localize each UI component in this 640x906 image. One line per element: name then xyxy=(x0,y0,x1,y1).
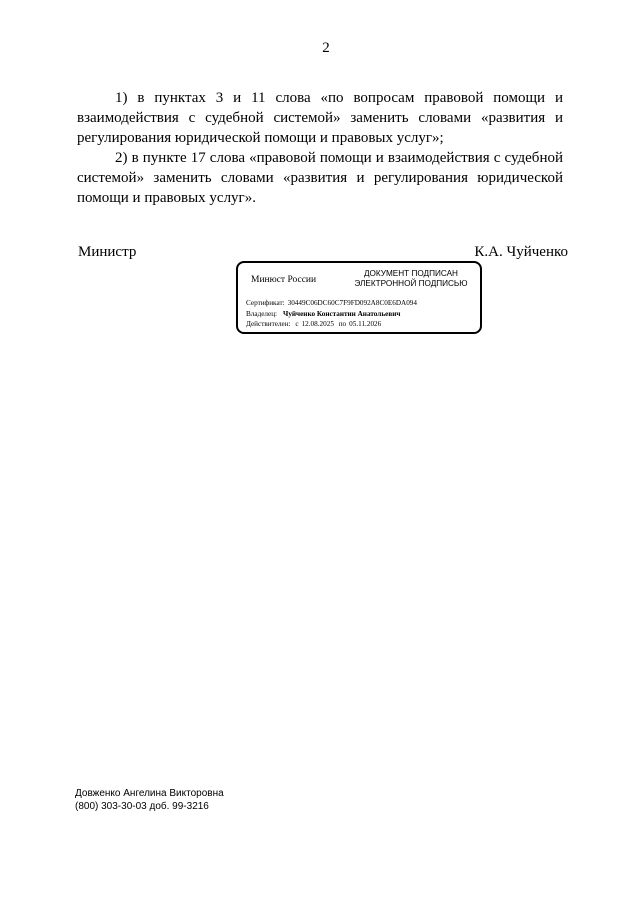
stamp-signed-line-1: ДОКУМЕНТ ПОДПИСАН xyxy=(364,269,458,278)
stamp-owner-row xyxy=(246,309,417,320)
stamp-owner-label: Владелец: xyxy=(246,309,278,318)
stamp-certificate-value: 30449C06DC60C7F9FD092A8C0E6DA094 xyxy=(287,299,417,307)
executor-name: Довженко Ангелина Викторовна xyxy=(75,788,224,799)
stamp-signed-line-2: ЭЛЕКТРОННОЙ ПОДПИСЬЮ xyxy=(354,279,468,288)
stamp-valid-to-prefix: по xyxy=(338,320,347,328)
stamp-valid-from: 12.08.2025 xyxy=(301,320,334,328)
stamp-valid-label: Действителен: xyxy=(246,320,291,328)
stamp-valid-from-prefix: с xyxy=(295,320,299,328)
stamp-certificate-label: Сертификат: xyxy=(246,299,285,307)
electronic-signature-stamp xyxy=(236,261,482,334)
amendment-item-1: 1) в пунктах 3 и 11 слова «по вопросам правовой помощи и взаимодействия с судебной системой» заменить словами «развития и регулирования юридической помощи и правовых услуг»; xyxy=(77,90,563,146)
stamp-validity-row xyxy=(246,319,417,330)
stamp-agency: Минюст России xyxy=(251,275,317,285)
page-number: 2 xyxy=(322,40,330,56)
signer-name: К.А. Чуйченко xyxy=(474,244,568,260)
stamp-valid-to: 05.11.2026 xyxy=(349,320,382,328)
executor-phone: (800) 303-30-03 доб. 99-3216 xyxy=(75,801,209,812)
stamp-owner-value: Чуйченко Константин Анатольевич xyxy=(283,309,401,318)
amendment-item-2: 2) в пункте 17 слова «правовой помощи и взаимодействия с судебной системой» заменить словами «развития и регулирования юридической помощи и правовых услуг». xyxy=(77,150,563,206)
stamp-details xyxy=(246,298,417,330)
executor-footer xyxy=(75,787,224,813)
signer-position: Министр xyxy=(78,244,137,260)
document-body xyxy=(77,88,563,208)
stamp-certificate-row xyxy=(246,298,417,309)
stamp-signed-caption xyxy=(346,269,476,289)
